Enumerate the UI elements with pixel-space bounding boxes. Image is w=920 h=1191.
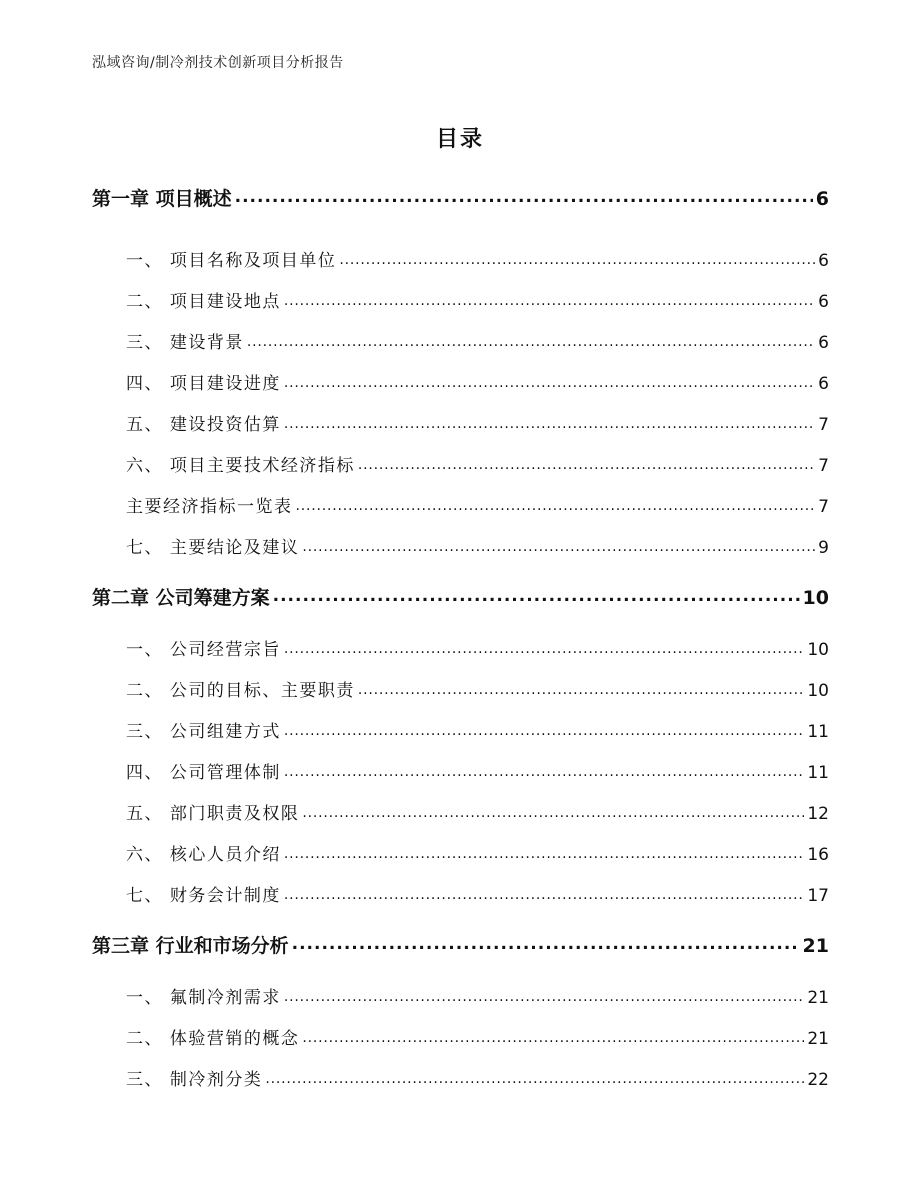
toc-entry-label: 一、 氟制冷剂需求 [126,988,281,1008]
toc-entry-page: 17 [807,886,829,906]
toc-entry-page: 11 [807,763,829,783]
toc-entry-section[interactable] [126,287,829,312]
dot-leader [247,331,815,348]
dot-leader [284,843,804,860]
toc-entry-label: 七、 财务会计制度 [126,886,281,906]
toc-entry-chapter[interactable] [92,931,829,958]
dot-leader [358,454,815,471]
toc-entry-page: 10 [807,640,829,660]
toc-entry-page: 22 [807,1070,829,1090]
toc-entry-section[interactable] [126,983,829,1008]
page-header: 泓域咨询/制冷剂技术创新项目分析报告 [92,55,344,71]
toc-entry-page: 7 [818,456,829,476]
toc-entry-page: 7 [818,497,829,517]
toc-entry-page: 10 [807,681,829,701]
toc-entry-section[interactable] [126,533,829,558]
toc-entry-section[interactable] [126,410,829,435]
toc-entry-label: 六、 项目主要技术经济指标 [126,456,355,476]
dot-leader [339,249,815,266]
toc-entry-label: 二、 公司的目标、主要职责 [126,681,355,701]
toc-entry-section[interactable] [126,328,829,353]
dot-leader [284,986,804,1003]
toc-entry-label: 三、 公司组建方式 [126,722,281,742]
toc-entry-page: 6 [818,333,829,353]
toc-entry-section[interactable] [126,881,829,906]
dot-leader [302,802,804,819]
toc-entry-page: 6 [818,374,829,394]
toc-entry-section[interactable] [126,451,829,476]
toc-entry-page: 21 [807,1029,829,1049]
toc-entry-section[interactable] [126,1065,829,1090]
toc-entry-page: 7 [818,415,829,435]
toc-entry-page: 6 [818,251,829,271]
toc-entry-label: 一、 项目名称及项目单位 [126,251,337,271]
dot-leader [302,536,815,553]
dot-leader [284,884,804,901]
toc-entry-section[interactable] [126,635,829,660]
toc-entry-chapter[interactable] [92,184,829,211]
toc-entry-label: 七、 主要结论及建议 [126,538,300,558]
toc-entry-section[interactable] [126,799,829,824]
toc-entry-label: 六、 核心人员介绍 [126,845,281,865]
toc-entry-chapter[interactable] [92,583,829,610]
toc-entry-page: 21 [807,988,829,1008]
dot-leader [273,585,800,604]
toc-entry-label: 三、 制冷剂分类 [126,1070,263,1090]
dot-leader [284,413,815,430]
toc-entry-label: 第二章 公司筹建方案 [92,587,270,609]
toc-entry-page: 6 [818,292,829,312]
toc-entry-page: 10 [802,587,829,609]
toc-entry-label: 第三章 行业和市场分析 [92,935,289,957]
toc-entry-label: 五、 建设投资估算 [126,415,281,435]
dot-leader [358,679,804,696]
toc-entry-section[interactable] [126,1024,829,1049]
dot-leader [296,495,816,512]
toc-entry-page: 21 [802,935,829,957]
toc-entry-label: 三、 建设背景 [126,333,244,353]
toc-entry-section[interactable] [126,369,829,394]
toc-entry-page: 16 [807,845,829,865]
toc-entry-page: 9 [818,538,829,558]
toc-entry-label: 五、 部门职责及权限 [126,804,300,824]
toc-entry-label: 二、 体验营销的概念 [126,1029,300,1049]
toc-entry-label: 主要经济指标一览表 [126,497,293,517]
toc-title: 目录 [435,127,484,152]
toc-entry-label: 第一章 项目概述 [92,188,232,210]
dot-leader [302,1027,804,1044]
toc-entry-page: 12 [807,804,829,824]
toc-entry-section[interactable] [126,676,829,701]
toc-entry-page: 11 [807,722,829,742]
toc-entry-label: 四、 公司管理体制 [126,763,281,783]
toc-entry-label: 一、 公司经营宗旨 [126,640,281,660]
dot-leader [284,720,804,737]
dot-leader [284,372,815,389]
dot-leader [235,186,813,205]
toc-entry-page: 6 [815,188,829,210]
toc-entry-section[interactable] [126,492,829,517]
dot-leader [284,638,804,655]
toc-entry-section[interactable] [126,246,829,271]
dot-leader [284,761,804,778]
toc-entry-label: 二、 项目建设地点 [126,292,281,312]
dot-leader [292,933,800,952]
toc-entry-section[interactable] [126,840,829,865]
toc-entry-section[interactable] [126,717,829,742]
toc-entry-section[interactable] [126,758,829,783]
dot-leader [265,1068,804,1085]
dot-leader [284,290,815,307]
toc-entry-label: 四、 项目建设进度 [126,374,281,394]
